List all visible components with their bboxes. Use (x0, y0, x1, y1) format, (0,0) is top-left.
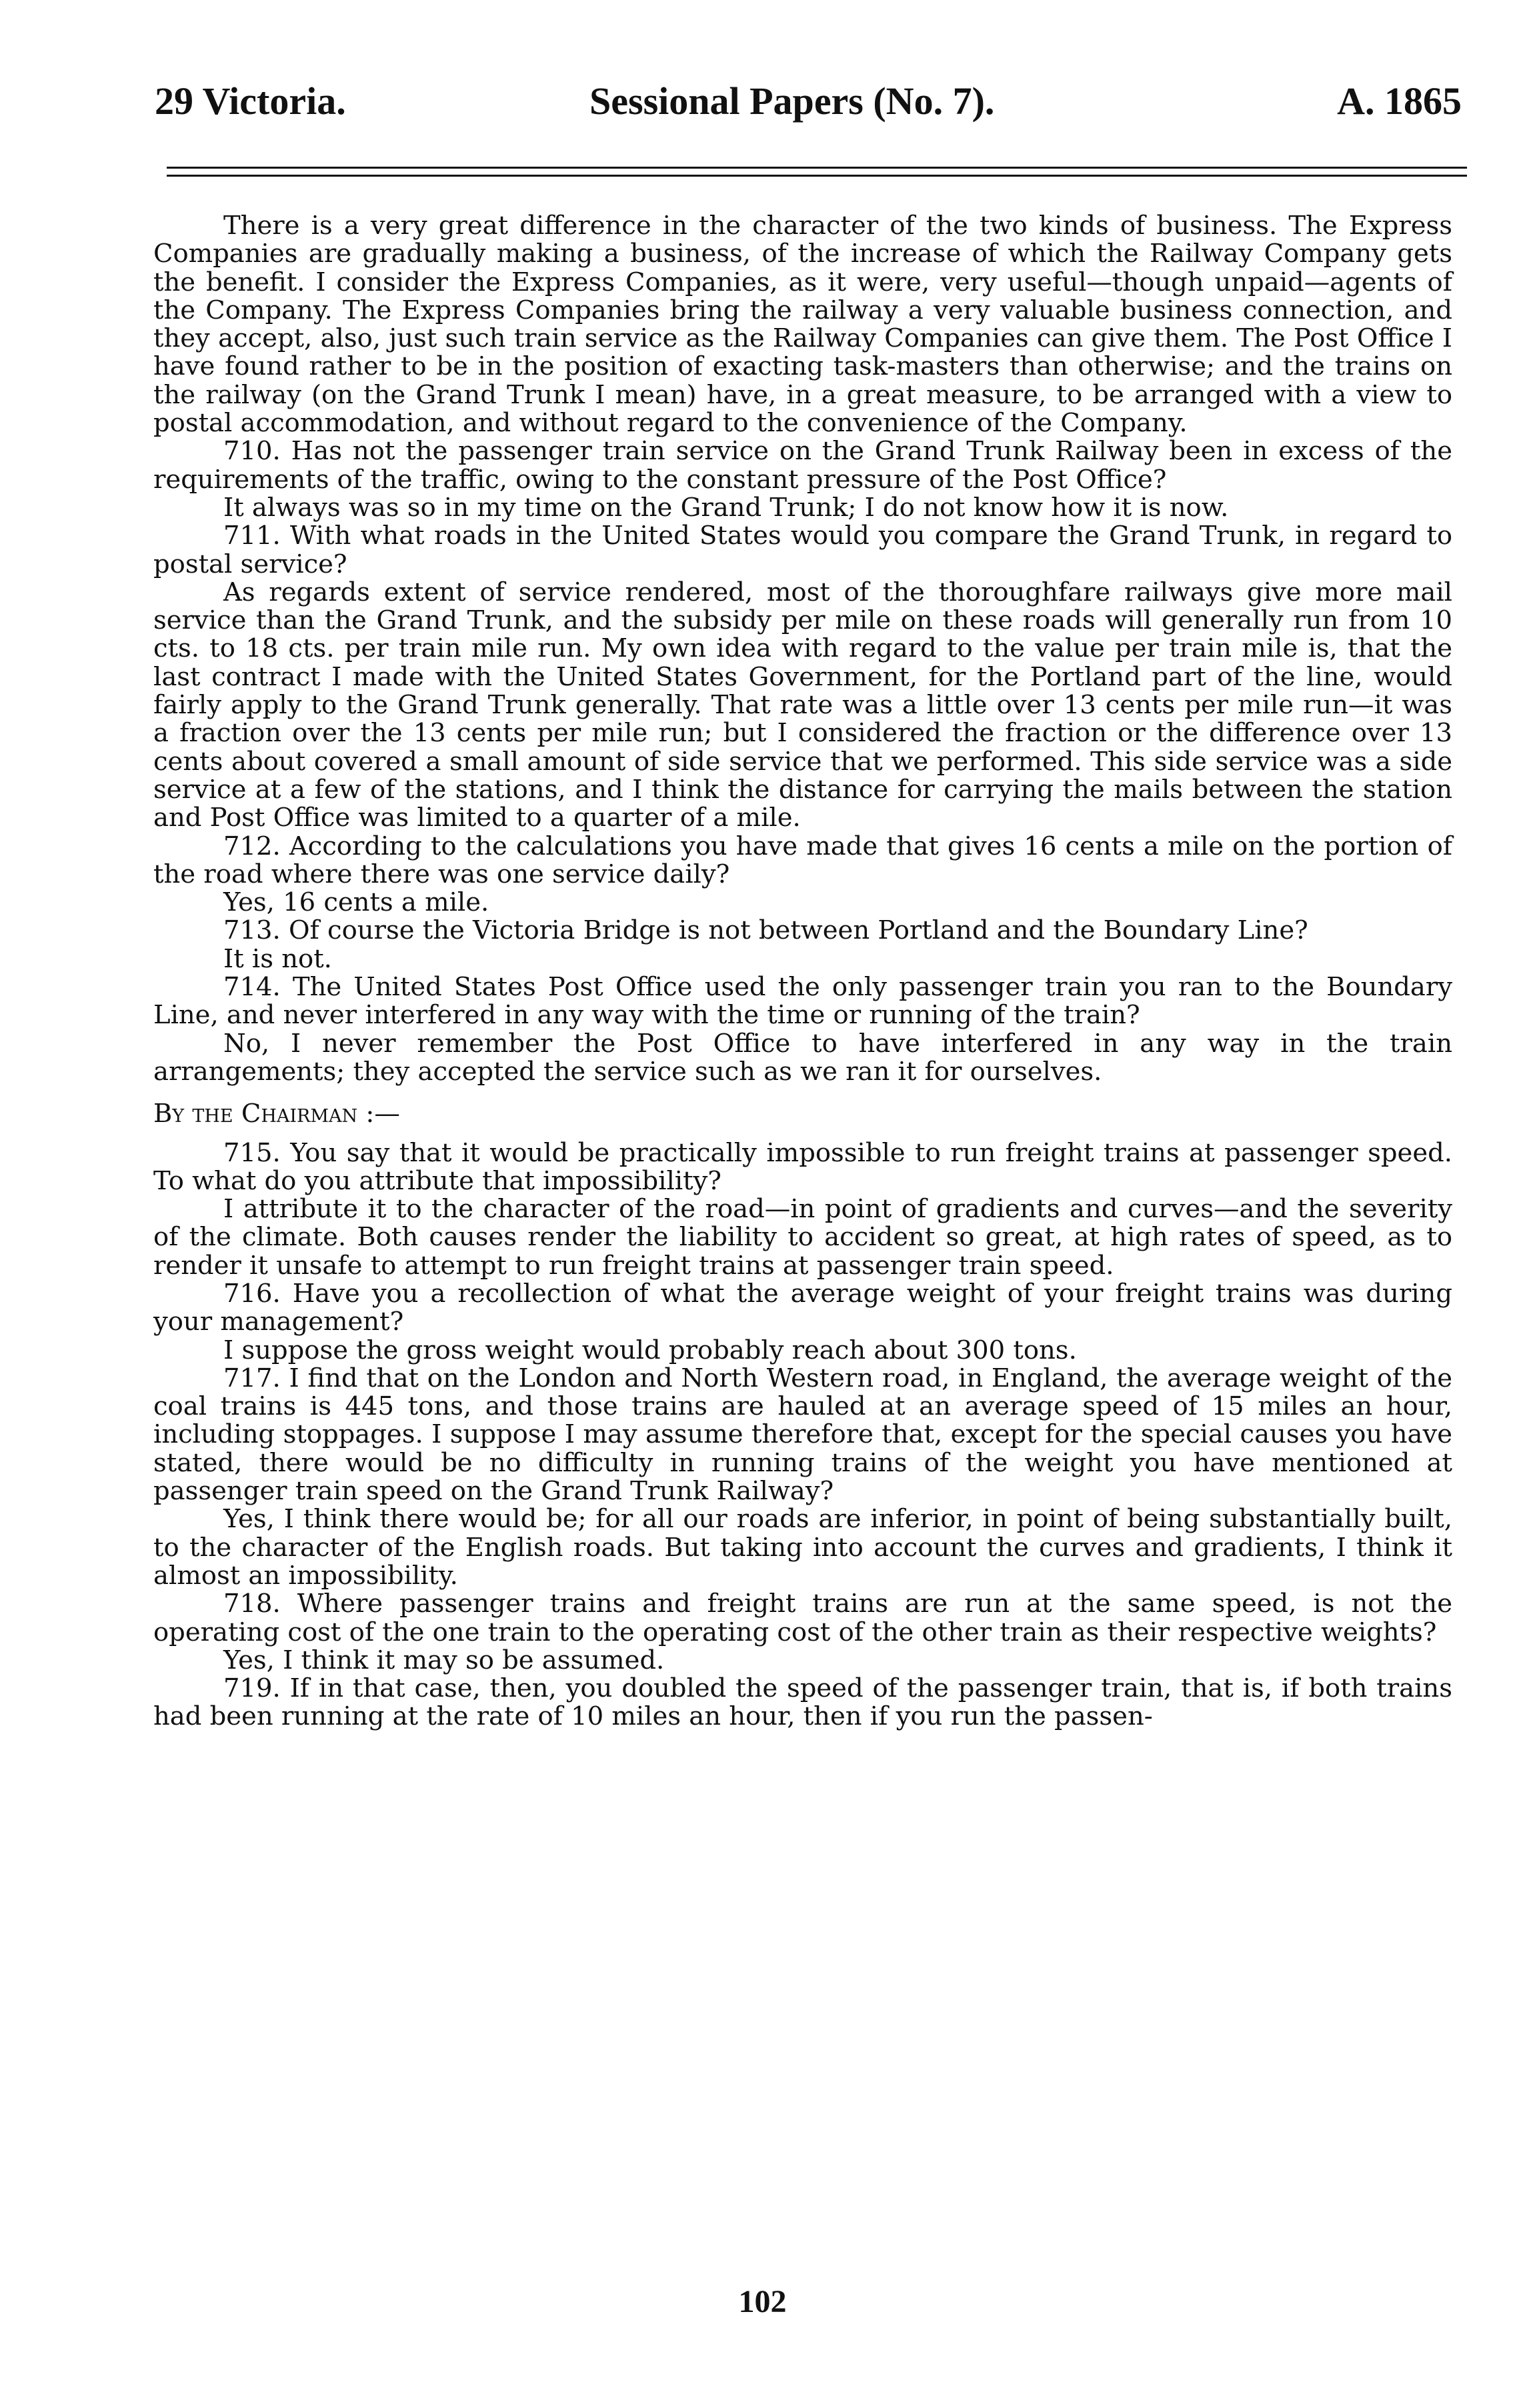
paragraph: 714. The United States Post Office used the only passenger train you ran to the Boundary Line, and never interfered in any way with the time or running of the train? (153, 972, 1452, 1031)
body-text (153, 212, 1452, 1731)
paragraph: I suppose the gross weight would probably reach about 300 tons. (223, 1335, 1077, 1365)
header-rule-top (167, 167, 1467, 169)
section-heading: By the Chairman :— (153, 1099, 400, 1129)
paragraph: 713. Of course the Victoria Bridge is not between Portland and the Boundary Line? (223, 915, 1308, 946)
paragraph: There is a very great difference in the character of the two kinds of business. The Express Companies are gradually making a business, of the increase of which the Railway Company gets the benefit. I consider the Express Companies, as it were, very useful—though unpaid—agents of the Company. The Express Companies bring the railway a very valuable business connection, and they accept, also, just such train service as the Railway Companies can give them. The Post Office I have found rather to be in the position of exacting task-masters than otherwise; and the trains on the railway (on the Grand Trunk I mean) have, in a great measure, to be arranged with a view to postal accommodation, and without regard to the convenience of the Company. (153, 211, 1452, 439)
paragraph: Yes, 16 cents a mile. (223, 887, 489, 918)
paragraph: Yes, I think there would be; for all our roads are inferior, in point of being substantially built, to the character of the English roads. But taking into account the curves and gradients, I think it almost an impossibility. (153, 1504, 1452, 1591)
paragraph: No, I never remember the Post Office to have interfered in any way in the train arrangements; they accepted the service such as we ran it for ourselves. (153, 1028, 1452, 1087)
header-year: A. 1865 (1337, 79, 1462, 123)
running-header (155, 79, 1462, 139)
paragraph: 712. According to the calculations you have made that gives 16 cents a mile on the portion of the road where there was one service daily? (153, 831, 1452, 889)
paragraph: 719. If in that case, then, you doubled the speed of the passenger train, that is, if both trains had been running at the rate of 10 miles an hour, then if you run the passen- (153, 1673, 1452, 1732)
paragraph: 717. I find that on the London and North Western road, in England, the average weight of the coal trains is 445 tons, and those trains are hauled at an average speed of 15 miles an hour, including stoppages. I suppose I may assume therefore that, except for the special causes you have stated, there would be no difficulty in running trains of the weight you have mentioned at passenger train speed on the Grand Trunk Railway? (153, 1363, 1452, 1507)
paragraph: Yes, I think it may so be assumed. (223, 1645, 665, 1675)
page-number: 102 (738, 2284, 787, 2319)
paragraph: 710. Has not the passenger train service on the Grand Trunk Railway been in excess of the requirements of the traffic, owing to the constant pressure of the Post Office? (153, 436, 1452, 495)
paragraph: 715. You say that it would be practically impossible to run freight trains at passenger speed. To what do you attribute that impossibility? (153, 1137, 1452, 1196)
paragraph: I attribute it to the character of the road—in point of gradients and curves—and the severity of the climate. Both causes render the liability to accident so great, at high rates of speed, as to render it unsafe to attempt to run freight trains at passenger train speed. (153, 1194, 1452, 1281)
paragraph: 718. Where passenger trains and freight trains are run at the same speed, is not the operating cost of the one train to the operating cost of the other train as their respective weights? (153, 1589, 1452, 1647)
header-rule-bottom (167, 175, 1467, 177)
paragraph: 711. With what roads in the United States would you compare the Grand Trunk, in regard to postal service? (153, 521, 1452, 579)
paragraph: As regards extent of service rendered, most of the thoroughfare railways give more mail service than the Grand Trunk, and the subsidy per mile on these roads will generally run from 10 cts. to 18 cts. per train mile run. My own idea with regard to the value per train mile is, that the last contract I made with the United States Government, for the Portland part of the line, would fairly apply to the Grand Trunk generally. That rate was a little over 13 cents per mile run—it was a fraction over the 13 cents per mile run; but I considered the fraction or the difference over 13 cents about covered a small amount of side service that we performed. This side service was a side service at a few of the stations, and I think the distance for carrying the mails between the station and Post Office was limited to a quarter of a mile. (153, 577, 1452, 833)
paragraph: It is not. (223, 943, 332, 974)
paragraph: 716. Have you a recollection of what the average weight of your freight trains was during your management? (153, 1278, 1452, 1337)
header-session: 29 Victoria. (155, 79, 346, 123)
header-title: Sessional Papers (No. 7). (589, 79, 995, 123)
paragraph: It always was so in my time on the Grand Trunk; I do not know how it is now. (223, 492, 1229, 523)
